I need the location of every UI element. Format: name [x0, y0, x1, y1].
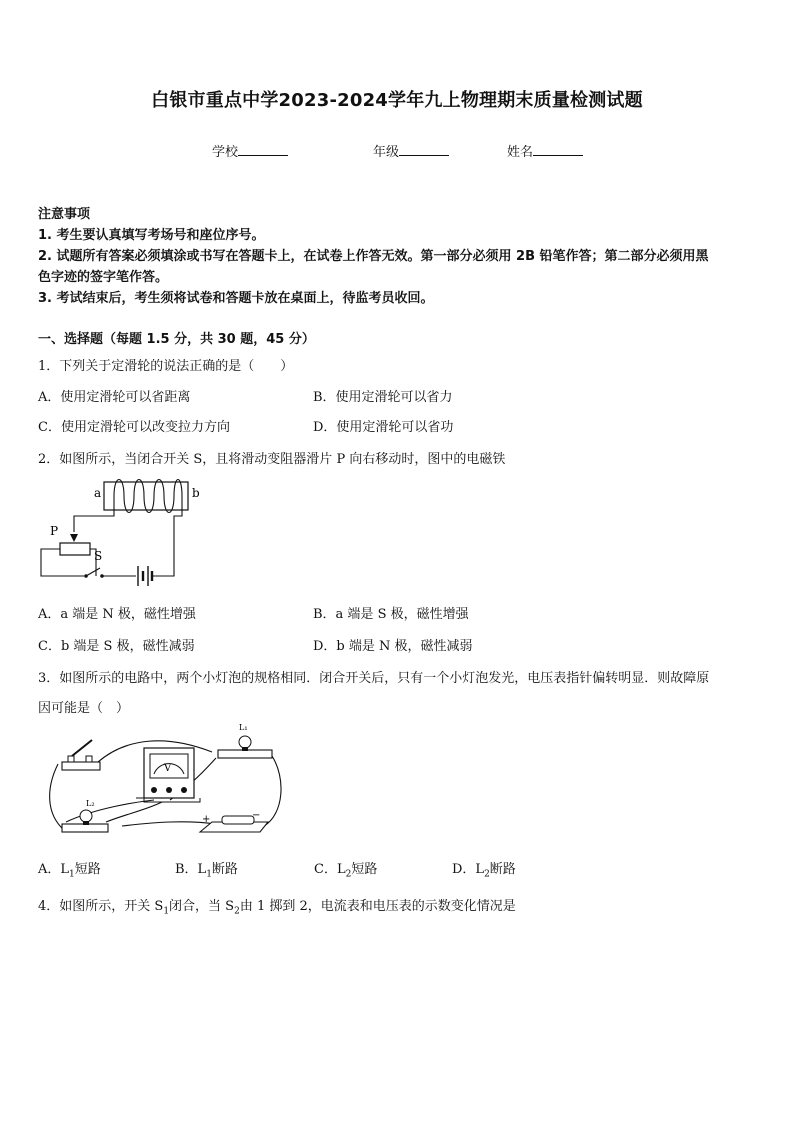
lamp-l1-label: L₁: [239, 723, 248, 732]
page-title: 白银市重点中学2023-2024学年九上物理期末质量检测试题: [151, 90, 643, 111]
lamp-l1: [218, 723, 272, 758]
battery-holder: [200, 810, 268, 832]
q1-option-b: B．使用定滑轮可以省力: [313, 390, 453, 405]
school-label: 学校: [212, 145, 239, 160]
voltmeter-v-label: V: [164, 763, 172, 774]
note-item: 2. 试题所有答案必须填涂或书写在答题卡上，在试卷上作答无效。第一部分必须用 2B 铅笔作答；第二部分必须用黑: [38, 249, 709, 264]
question-4-stem: 4．如图所示，开关 $S_1$闭合，当 $S_2$由 1 掷到 2，电流表和电压表的示数变化情况是: [38, 899, 516, 917]
name-blank: [533, 143, 583, 156]
question-3-stem: 3．如图所示的电路中，两个小灯泡的规格相同．闭合开关后，只有一个小灯泡发光，电压表指针偏转明显．则故障原: [38, 671, 710, 686]
coil-end-b-label: b: [192, 486, 200, 500]
switch-s: [86, 568, 100, 576]
question-3-stem-cont: 因可能是（ ）: [38, 701, 130, 716]
q3-option-d: D．$L_2$断路: [452, 862, 516, 880]
electromagnet-circuit-diagram: [36, 472, 206, 590]
note-item: 3. 考试结束后，考生须将试卷和答题卡放在桌面上，待监考员收回。: [38, 291, 434, 306]
svg-text:+: +: [202, 814, 211, 825]
lamp-l2: [62, 799, 108, 832]
question-2-stem: 2．如图所示，当闭合开关 S，且将滑动变阻器滑片 P 向右移动时，图中的电磁铁: [38, 452, 506, 467]
question-1-stem: 1．下列关于定滑轮的说法正确的是（ ）: [38, 359, 294, 374]
note-item: 色字迹的签字笔作答。: [38, 270, 169, 285]
q1-option-c: C．使用定滑轮可以改变拉力方向: [38, 420, 230, 435]
q2-option-b: B．a 端是 S 极，磁性增强: [313, 607, 469, 622]
school-blank: [238, 143, 288, 156]
coil-end-a-label: a: [94, 486, 102, 500]
school-field: [212, 141, 288, 160]
lamp-l2-label: L₂: [86, 799, 95, 808]
grade-blank: [399, 143, 449, 156]
q1-option-d: D．使用定滑轮可以省功: [313, 420, 454, 435]
slider-p-label: P: [50, 524, 59, 538]
note-item: 1. 考生要认真填写考场号和座位序号。: [38, 228, 265, 243]
lamp-voltmeter-circuit-diagram: [36, 718, 286, 840]
name-label: 姓名: [507, 145, 534, 160]
notes-heading: 注意事项: [38, 207, 91, 222]
q1-option-a: A．使用定滑轮可以省距离: [38, 390, 191, 405]
q3-option-a: A．$L_1$短路: [38, 862, 101, 880]
name-field: [507, 141, 583, 160]
switch-s-label: S: [94, 549, 103, 563]
svg-text:−: −: [252, 810, 261, 821]
rheostat: [60, 543, 90, 555]
grade-label: 年级: [373, 145, 400, 160]
q2-option-d: D．b 端是 N 极，磁性减弱: [313, 639, 473, 654]
grade-field: [373, 141, 449, 160]
q2-option-a: A．a 端是 N 极，磁性增强: [38, 607, 196, 622]
q2-option-c: C．b 端是 S 极，磁性减弱: [38, 639, 195, 654]
q3-option-b: B．$L_1$断路: [175, 862, 238, 880]
voltmeter: [136, 748, 200, 802]
q3-option-c: C．$L_2$短路: [314, 862, 378, 880]
section-heading: 一、选择题（每题 1.5 分，共 30 题，45 分）: [38, 332, 315, 347]
knife-switch: [62, 762, 100, 770]
